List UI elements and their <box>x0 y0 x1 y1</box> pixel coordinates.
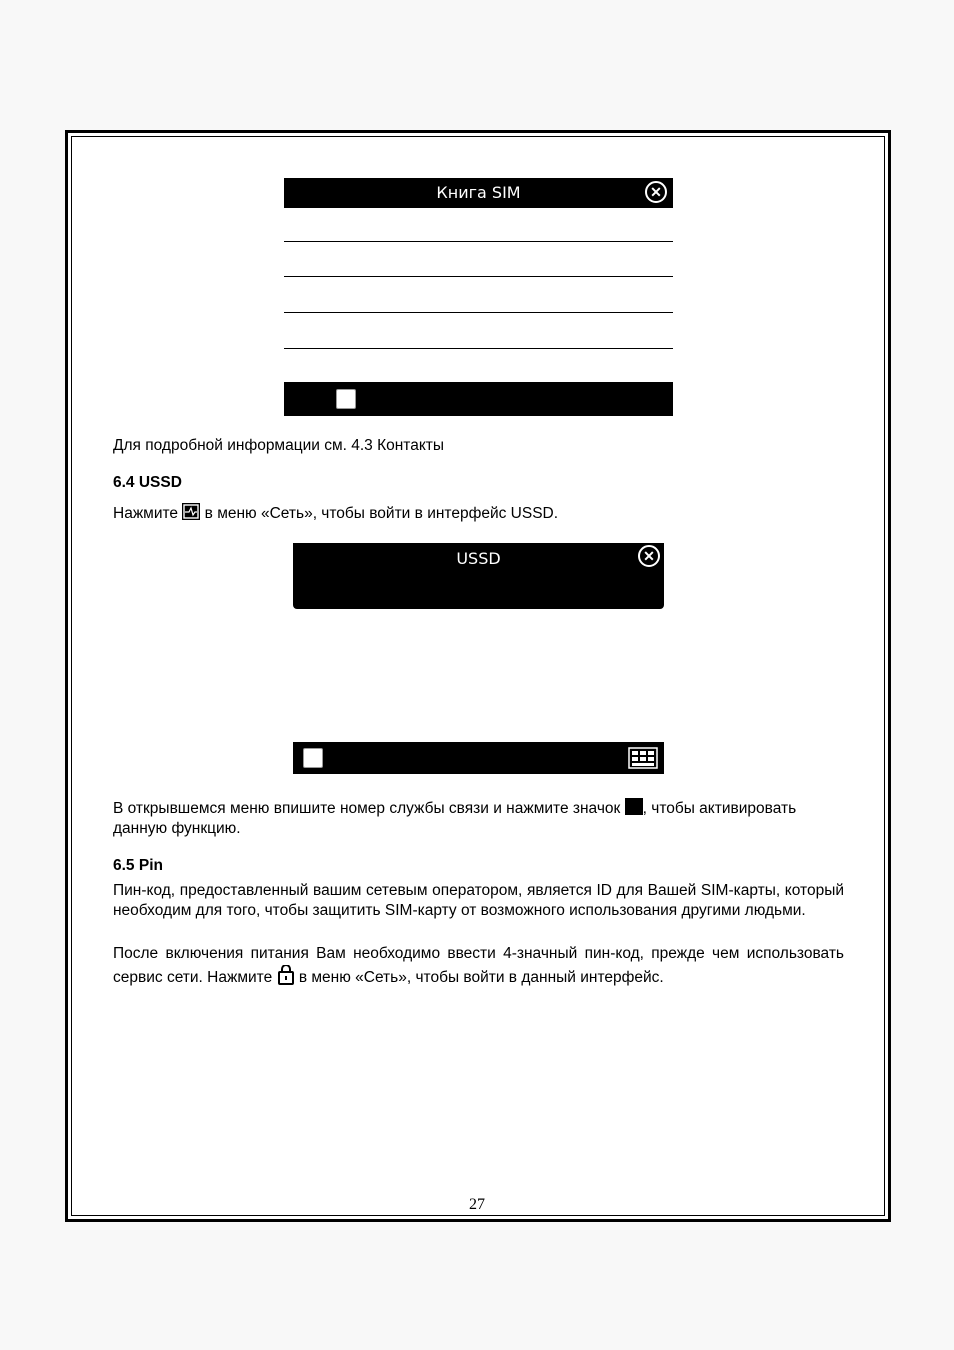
page-number: 27 <box>469 1196 485 1213</box>
ussd-heading: 6.4 USSD <box>113 474 182 491</box>
ussd-intro: Нажмите в меню «Сеть», чтобы войти в интерфейс USSD. <box>113 505 559 522</box>
list-divider <box>284 276 673 277</box>
lock-icon <box>277 965 295 985</box>
ussd-after-text: В открывшемся меню впишите номер службы связи и нажмите значок , чтобы активировать данную функцию. <box>113 800 797 837</box>
pin-heading: 6.5 Pin <box>113 857 163 874</box>
sim-details-text: Для подробной информации см. 4.3 Контакты <box>113 437 445 454</box>
menu-button[interactable] <box>336 389 356 409</box>
sim-book-title: Книга SIM <box>436 183 521 202</box>
close-icon[interactable]: ✕ <box>638 545 660 567</box>
ussd-network-icon <box>182 503 200 520</box>
send-button[interactable] <box>303 748 323 768</box>
keypad-icon[interactable] <box>628 747 658 769</box>
ussd-bottom-bar <box>293 742 664 774</box>
pin-paragraph-1: Пин-код, предоставленный вашим сетевым оператором, является ID для Вашей SIM-карты, который необходим для того, чтобы защитить SIM-карту от возможного использования другими людьми. <box>113 882 844 919</box>
ussd-screenshot <box>293 543 664 774</box>
list-divider <box>284 312 673 313</box>
list-divider <box>284 241 673 242</box>
sim-book-screenshot <box>284 178 673 416</box>
list-divider <box>284 348 673 349</box>
send-icon <box>625 798 643 815</box>
ussd-title: USSD <box>456 549 501 568</box>
sim-book-title-bar <box>284 178 673 208</box>
ussd-title-bar <box>293 543 664 609</box>
pin-paragraph-2: После включения питания Вам необходимо ввести 4-значный пин-код, прежде чем использовать сервис сети. Нажмите в меню «Сеть», чтобы войти в данный интерфейс. <box>113 945 844 986</box>
close-icon[interactable]: ✕ <box>645 181 667 203</box>
sim-book-bottom-bar <box>284 382 673 416</box>
